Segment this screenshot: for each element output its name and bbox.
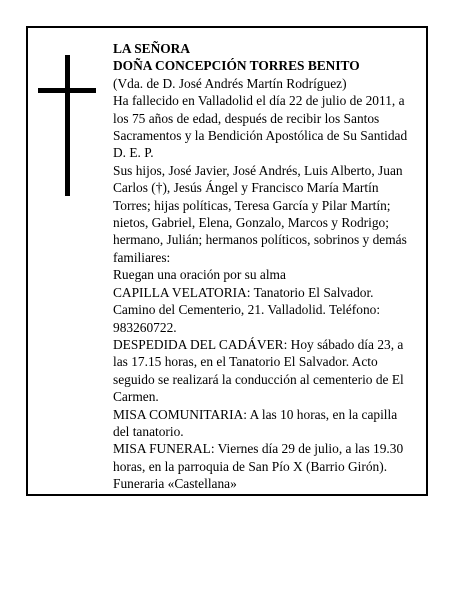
- text-line: nietos, Gabriel, Elena, Gonzalo, Marcos y Rodrigo;: [113, 215, 389, 231]
- text-line: Sacramentos y la Bendición Apostólica de Su Santidad: [113, 128, 408, 144]
- text-line: MISA FUNERAL: Viernes día 29 de julio, a las 19.30: [113, 441, 404, 457]
- text-line: Ha fallecido en Valladolid el día 22 de julio de 2011, a: [113, 93, 405, 109]
- text-line: Funeraria «Castellana»: [113, 476, 237, 492]
- text-line: seguido se realizará la conducción al cementerio de El: [113, 371, 404, 387]
- obituary-title: LA SEÑORA: [113, 41, 191, 56]
- obituary-text: [113, 40, 416, 493]
- text-line: 983260722.: [113, 319, 177, 335]
- text-line: hermano, Julián; hermanos políticos, sobrinos y demás: [113, 232, 407, 248]
- text-line: Carlos (†), Jesús Ángel y Francisco María Martín: [113, 180, 379, 196]
- text-line: Camino del Cementerio, 21. Valladolid. Teléfono:: [113, 302, 381, 318]
- text-line: Carmen.: [113, 389, 159, 405]
- text-line: CAPILLA VELATORIA: Tanatorio El Salvador.: [113, 284, 374, 300]
- deceased-name: DOÑA CONCEPCIÓN TORRES BENITO: [113, 58, 360, 74]
- text-line: Ruegan una oración por su alma: [113, 267, 286, 283]
- text-line: los 75 años de edad, después de recibir los Santos: [113, 110, 380, 126]
- text-line: horas, en la parroquia de San Pío X (Barrio Girón).: [113, 458, 388, 474]
- cross-horizontal-bar: [38, 88, 96, 93]
- text-line: DESPEDIDA DEL CADÁVER: Hoy sábado día 23, a: [113, 336, 404, 352]
- text-line: del tanatorio.: [113, 423, 184, 439]
- text-line: MISA COMUNITARIA: A las 10 horas, en la capilla: [113, 406, 398, 422]
- text-line: las 17.15 horas, en el Tanatorio El Salvador. Acto: [113, 354, 378, 370]
- text-line: familiares:: [113, 249, 171, 265]
- text-line: D. E. P.: [113, 145, 154, 161]
- text-line: Sus hijos, José Javier, José Andrés, Luis Alberto, Juan: [113, 162, 403, 178]
- text-line: Torres; hijas políticas, Teresa García y Pilar Martín;: [113, 197, 391, 213]
- text-line: (Vda. de D. José Andrés Martín Rodríguez): [113, 75, 347, 91]
- cross-vertical-bar: [65, 55, 70, 196]
